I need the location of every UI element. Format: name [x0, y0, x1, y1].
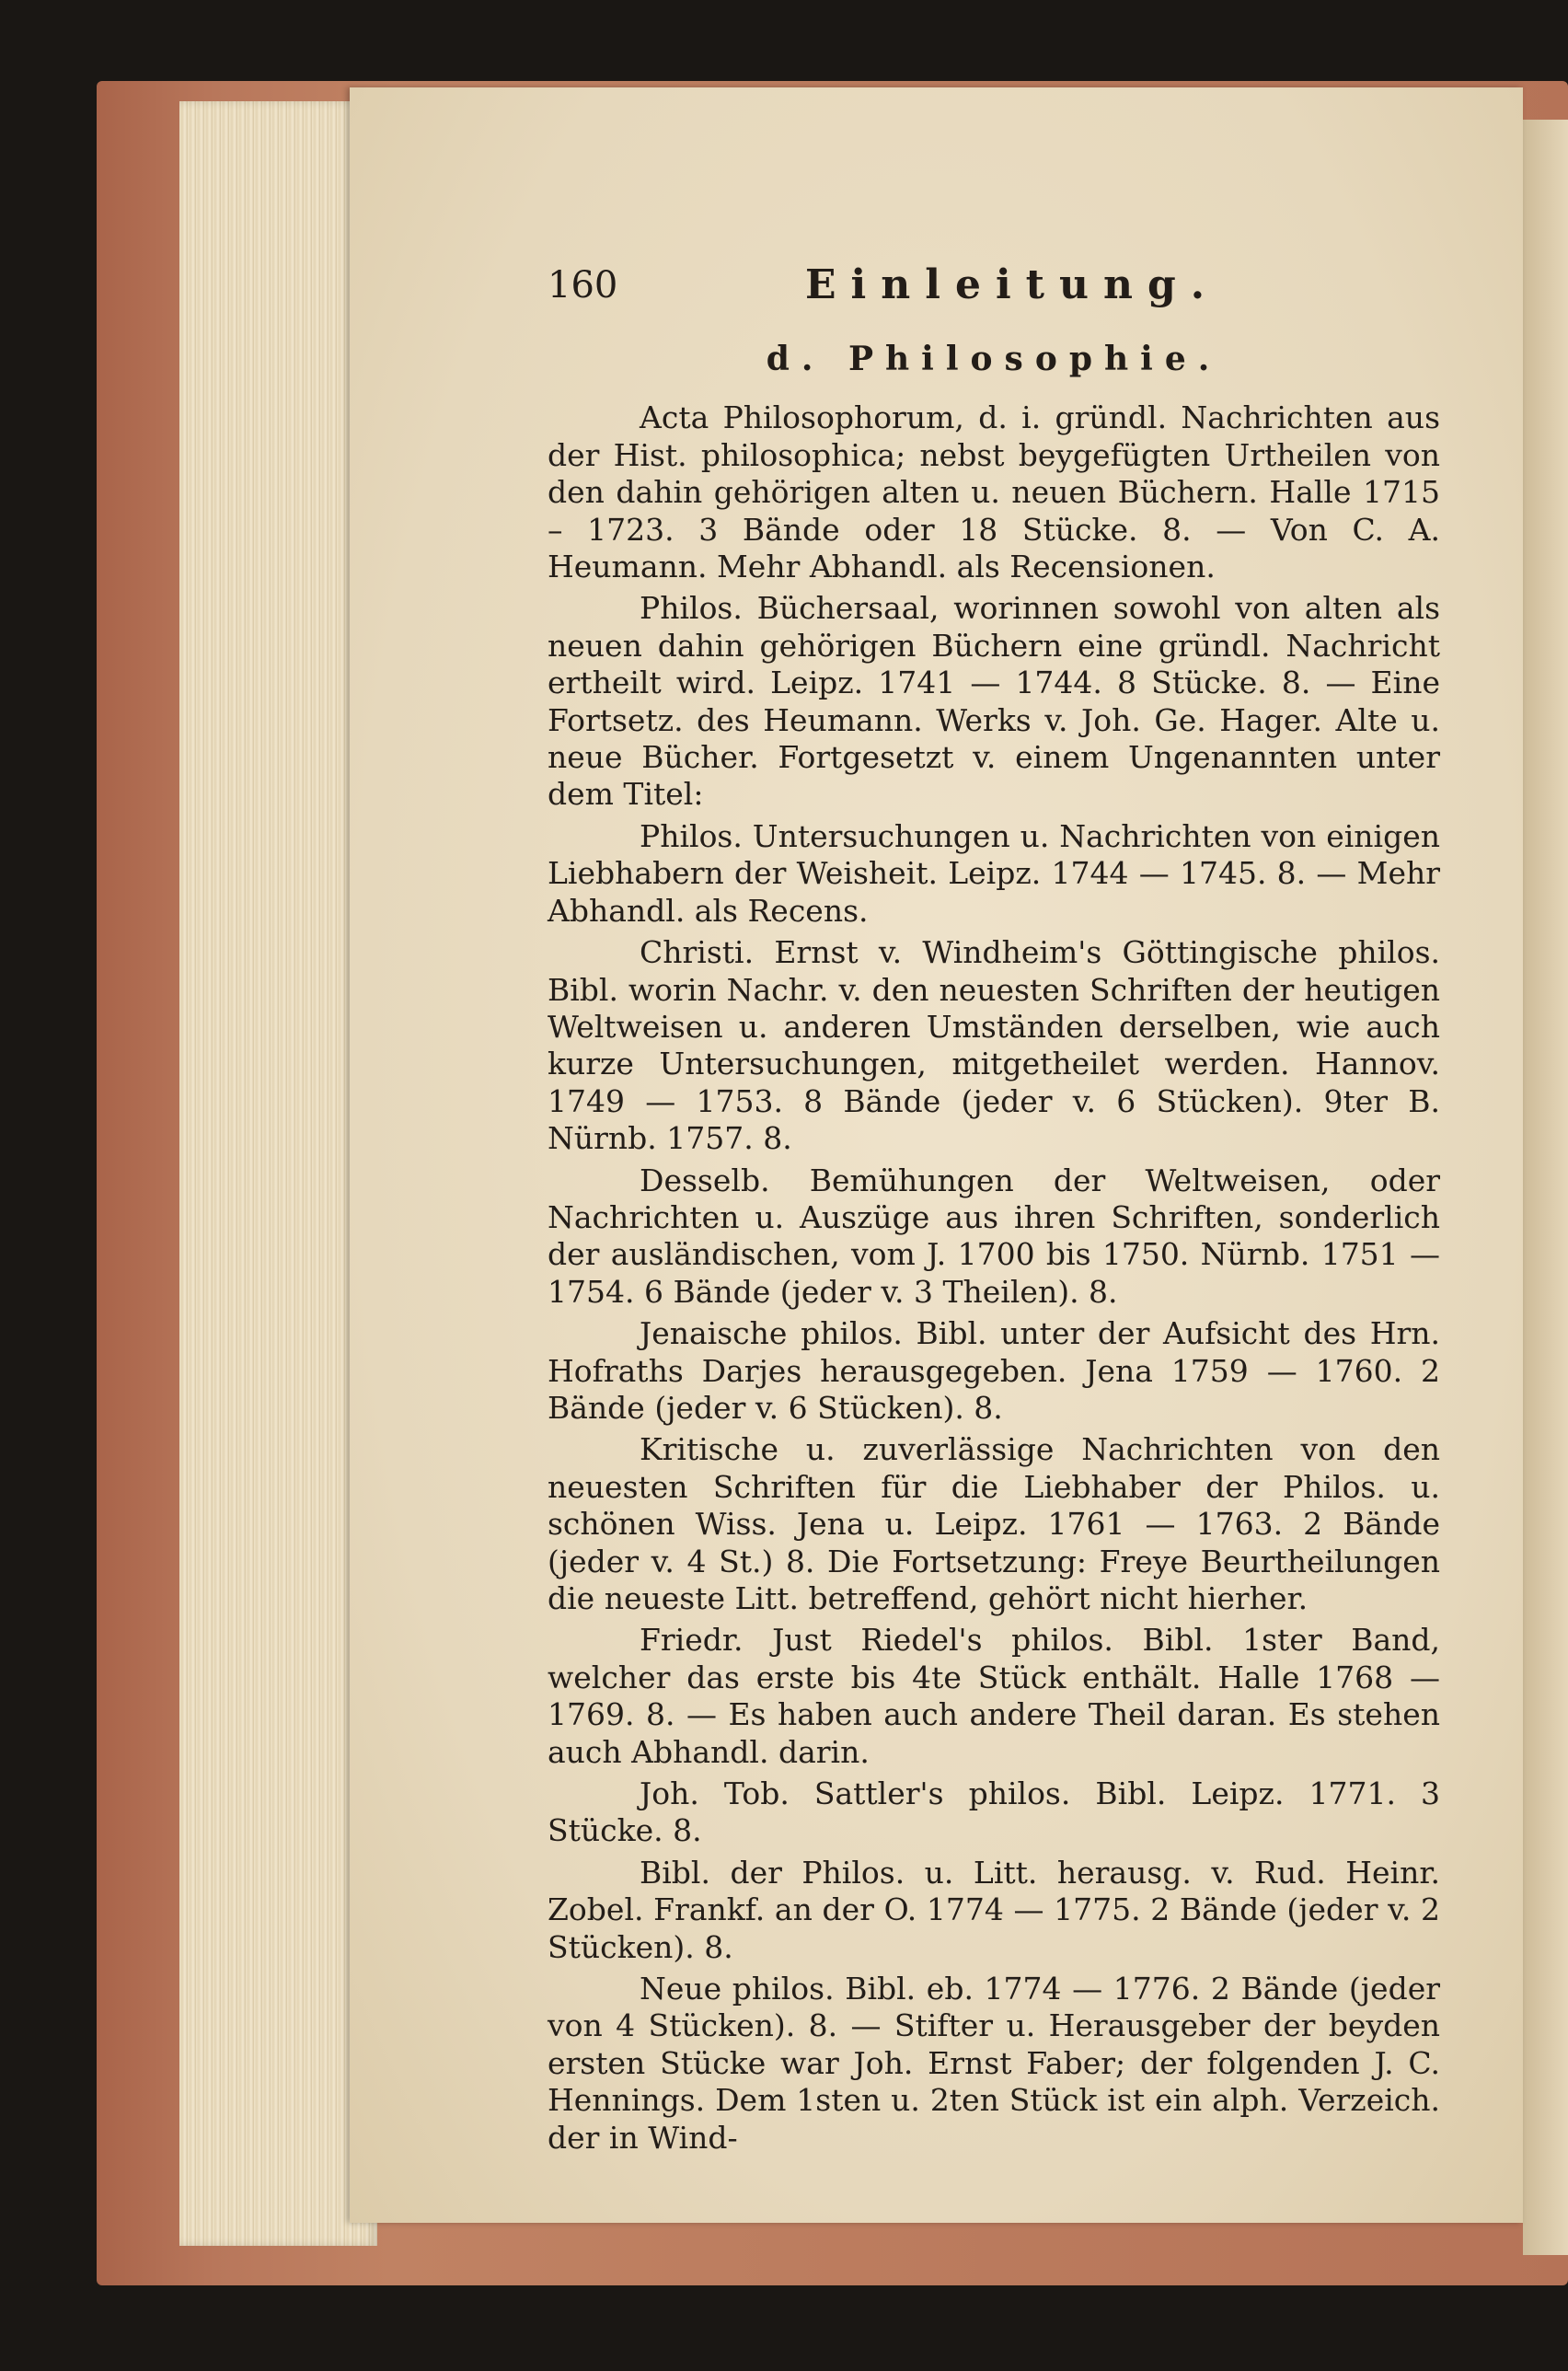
adjacent-page-edge: [1523, 120, 1568, 2255]
entry-bemuehungen: Desselb. Bemühungen der Weltweisen, oder Nachrichten u. Auszüge aus ihren Schriften, sonderlich der ausländischen, vom J. 1700 bis 1750. Nürnb. 1751 — 1754. 6 Bände (jeder v. 3 Theilen). 8.: [548, 1162, 1440, 1310]
entry-windheim: Christi. Ernst v. Windheim's Göttingische philos. Bibl. worin Nachr. v. den neuesten Schriften der heutigen Weltweisen u. anderen Umständen derselben, wie auch kurze Untersuchungen, mitgetheilet werden. Hannov. 1749 — 1753. 8 Bände (jeder v. 6 Stücken). 9ter B. Nürnb. 1757. 8.: [548, 934, 1440, 1157]
entry-acta-philosophorum: Acta Philosophorum, d. i. gründl. Nachrichten aus der Hist. philosophica; nebst beygefügten Urtheilen von den dahin gehörigen alten u. neuen Büchern. Halle 1715 – 1723. 3 Bände oder 18 Stücke. 8. — Von C. A. Heumann. Mehr Abhandl. als Recensionen.: [548, 399, 1440, 585]
entry-untersuchungen: Philos. Untersuchungen u. Nachrichten von einigen Liebhabern der Weisheit. Leipz. 1744 — 1745. 8. — Mehr Abhandl. als Recens.: [548, 817, 1440, 929]
entry-sattler: Joh. Tob. Sattler's philos. Bibl. Leipz. 1771. 3 Stücke. 8.: [548, 1775, 1440, 1849]
running-head: Einleitung.: [805, 261, 1220, 308]
page-number: 160: [548, 264, 618, 306]
entry-jenaische: Jenaische philos. Bibl. unter der Aufsicht des Hrn. Hofraths Darjes herausgegeben. Jena 1759 — 1760. 2 Bände (jeder v. 6 Stücken). 8.: [548, 1315, 1440, 1426]
entry-riedel: Friedr. Just Riedel's philos. Bibl. 1ster Band, welcher das erste bis 4te Stück enthält. Halle 1768 — 1769. 8. — Es haben auch andere Theil daran. Es stehen auch Abhandl. darin.: [548, 1622, 1440, 1770]
section-title: d. Philosophie.: [766, 340, 1222, 378]
entry-zobel: Bibl. der Philos. u. Litt. herausg. v. Rud. Heinr. Zobel. Frankf. an der O. 1774 — 1775. 2 Bände (jeder v. 2 Stücken). 8.: [548, 1854, 1440, 1965]
page-header: [548, 261, 1440, 322]
entry-kritische: Kritische u. zuverlässige Nachrichten von den neuesten Schriften für die Liebhaber der Philos. u. schönen Wiss. Jena u. Leipz. 1761 — 1763. 2 Bände (jeder v. 4 St.) 8. Die Fortsetzung: Freye Beurtheilungen die neueste Litt. betreffend, gehört nicht hierher.: [548, 1431, 1440, 1616]
page-edges: [179, 101, 377, 2246]
entry-neue-philos-bibl: Neue philos. Bibl. eb. 1774 — 1776. 2 Bände (jeder von 4 Stücken). 8. — Stifter u. Herausgeber der beyden ersten Stücke war Joh. Ernst Faber; der folgenden J. C. Hennings. Dem 1sten u. 2ten Stück ist ein alph. Verzeich. der in Wind-: [548, 1971, 1440, 2156]
entry-buechersaal: Philos. Büchersaal, worinnen sowohl von alten als neuen dahin gehörigen Büchern eine gründl. Nachricht ertheilt wird. Leipz. 1741 — 1744. 8 Stücke. 8. — Eine Fortsetz. des Heumann. Werks v. Joh. Ge. Hager. Alte u. neue Bücher. Fortgesetzt v. einem Ungenannten unter dem Titel:: [548, 590, 1440, 813]
page-text: [548, 261, 1440, 2161]
